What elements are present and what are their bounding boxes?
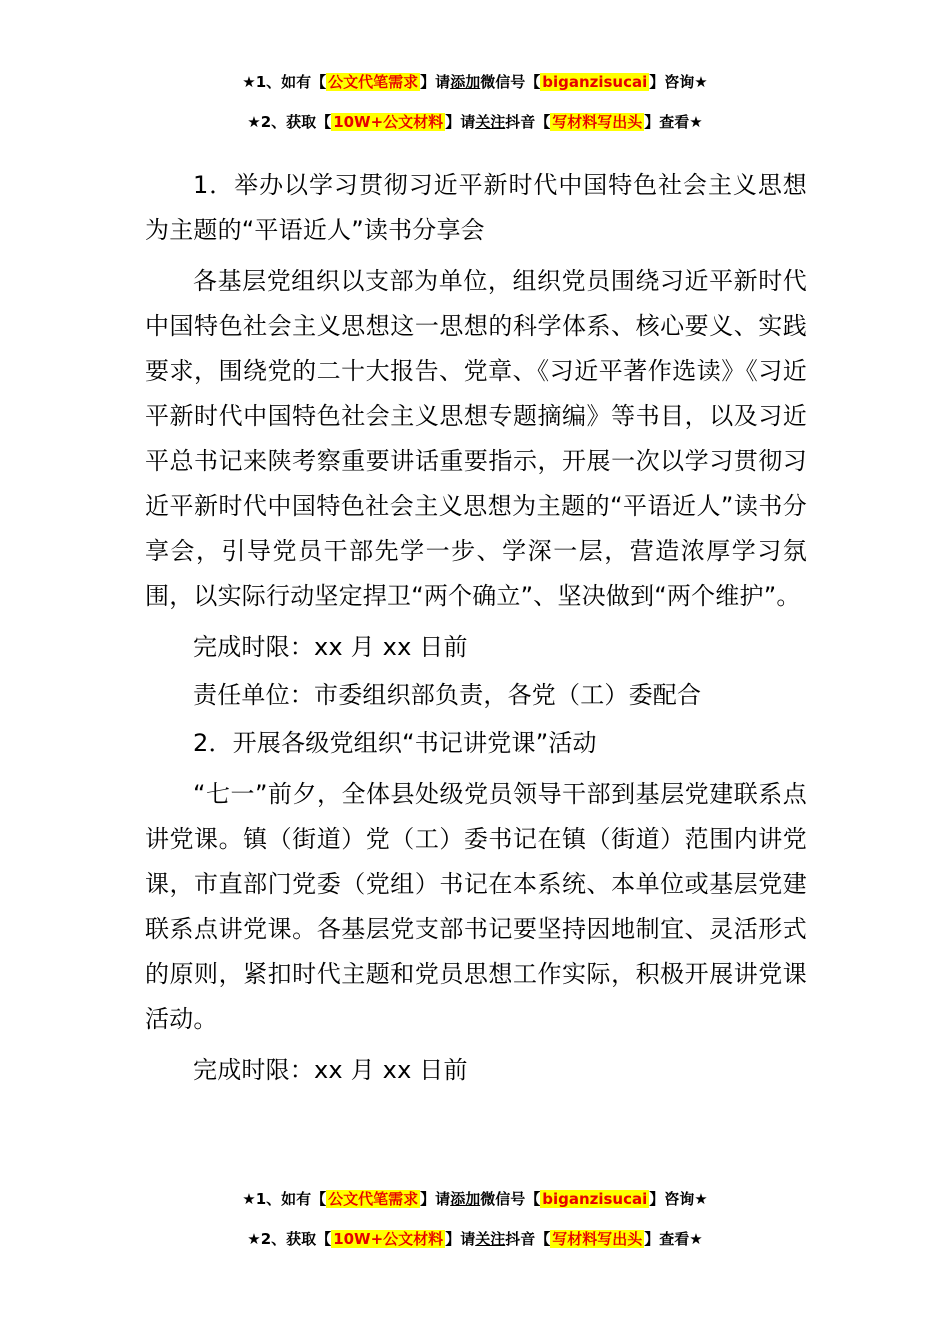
banner-text: 微信号【 [480,73,541,91]
body-paragraph: “七一”前夕，全体县处级党员领导干部到基层党建联系点讲党课。镇（街道）党（工）委书记在镇（街道）范围内讲党课，市直部门党委（党组）书记在本系统、本单位或基层党建联系点讲党课。各基层党支部书记要坚持因地制宜、灵活形式的原则，紧扣时代主题和党员思想工作实际，积极开展讲党课活动。 [145,780,807,1033]
banner-underlined-text: 关注 [475,1230,506,1248]
banner-highlight: 10W+公文材料 [333,113,444,131]
bottom-banner-line-2 [0,1228,950,1250]
banner-underlined-text: 添加 [450,73,481,91]
banner-text: 】请 [445,1230,476,1248]
banner-text: ★2、获取【 [247,1230,332,1248]
banner-text: 】请 [445,113,476,131]
banner-text: 抖音【 [505,113,551,131]
wechat-id-highlight: biganzisucai [542,1190,648,1208]
deadline-line: 完成时限：xx 月 xx 日前 [193,1056,468,1084]
body-paragraph: 各基层党组织以支部为单位，组织党员围绕习近平新时代中国特色社会主义思想这一思想的科学体系、核心要义、实践要求，围绕党的二十大报告、党章、《习近平著作选读》《习近平新时代中国特色社会主义思想专题摘编》等书目，以及习近平总书记来陕考察重要讲话重要指示，开展一次以学习贯彻习近平新时代中国特色社会主义思想为主题的“平语近人”读书分享会，引导党员干部先学一步、学深一层，营造浓厚学习氛围，以实际行动坚定捍卫“两个确立”、坚决做到“两个维护”。 [145,267,807,610]
banner-highlight: 公文代笔需求 [328,1190,419,1208]
banner-text: 】咨询★ [649,1190,708,1208]
banner-text: 】请 [420,73,451,91]
banner-underlined-text: 添加 [450,1190,481,1208]
deadline-line: 完成时限：xx 月 xx 日前 [193,633,468,661]
banner-highlight: 10W+公文材料 [333,1230,444,1248]
banner-text: 】咨询★ [649,73,708,91]
section-heading-1: 1．举办以学习贯彻习近平新时代中国特色社会主义思想为主题的“平语近人”读书分享会 [145,171,807,244]
document-body [145,163,807,1093]
douyin-id-highlight: 写材料写出头 [552,1230,643,1248]
top-banner-line-2 [0,111,950,133]
banner-text: 】查看★ [644,113,703,131]
banner-text: 微信号【 [480,1190,541,1208]
banner-text: ★2、获取【 [247,113,332,131]
banner-text: ★1、如有【 [242,1190,327,1208]
banner-underlined-text: 关注 [475,113,506,131]
banner-text: 抖音【 [505,1230,551,1248]
section-heading-2: 2．开展各级党组织“书记讲党课”活动 [193,729,597,757]
banner-text: ★1、如有【 [242,73,327,91]
banner-text: 】请 [420,1190,451,1208]
top-banner-line-1 [0,71,950,93]
bottom-banner-line-1 [0,1188,950,1210]
banner-highlight: 公文代笔需求 [328,73,419,91]
wechat-id-highlight: biganzisucai [542,73,648,91]
banner-text: 】查看★ [644,1230,703,1248]
douyin-id-highlight: 写材料写出头 [552,113,643,131]
responsible-unit-line: 责任单位：市委组织部负责，各党（工）委配合 [193,681,702,709]
